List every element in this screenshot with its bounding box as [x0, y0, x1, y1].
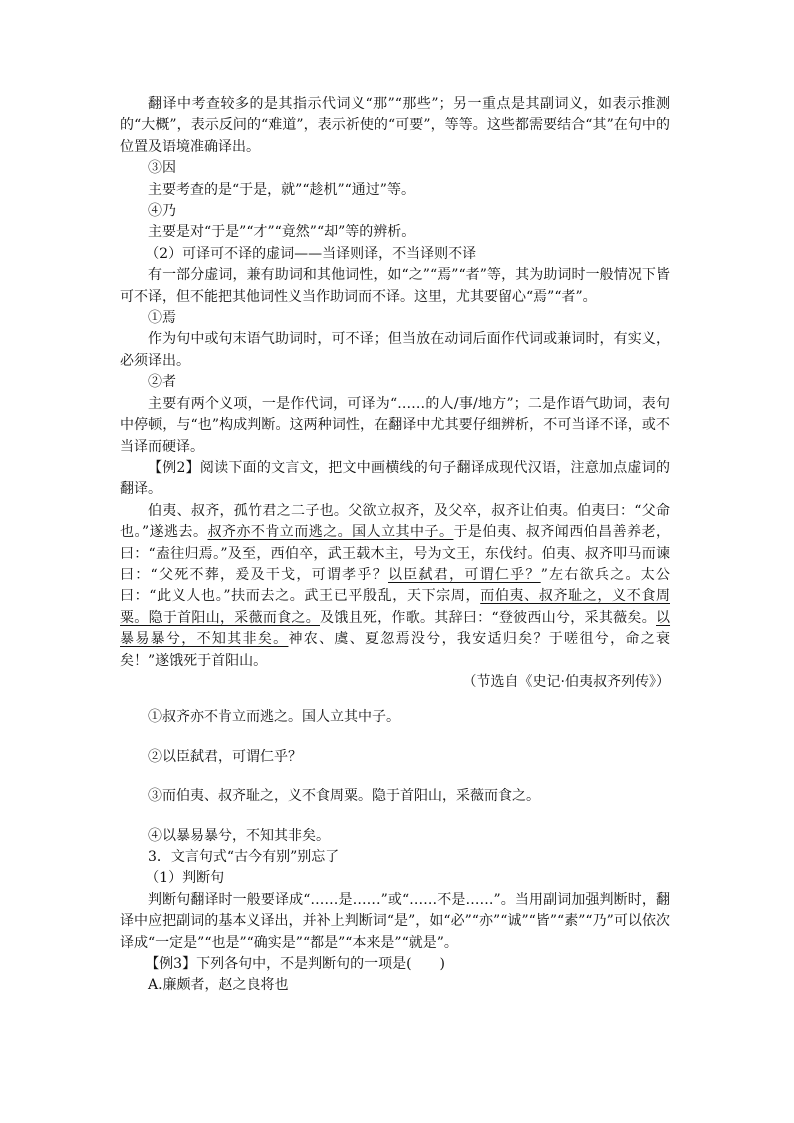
passage-text: 及饿且死，作歌。其辞曰：“登彼西山兮，采其薇矣。 — [320, 609, 657, 626]
section-3-title: 3．文言句式“古今有别”别忘了 — [148, 849, 340, 865]
item-nai-text: 主要是对“于是”“才”“竟然”“却”等的辨析。 — [148, 224, 416, 241]
subsection-2-title: （2）可译可不译的虚词——当译则译，不当译则不译 — [145, 245, 477, 262]
question-2: ②以臣弑君，可谓仁乎？ — [148, 748, 302, 765]
underlined-sentence-2: 以臣弑君，可谓仁乎？ — [388, 566, 541, 583]
item-nai-heading: ④乃 — [148, 203, 176, 220]
passage-source: （节选自《史记·伯夷叔齐列传》） — [462, 673, 670, 690]
item-yin-heading: ③因 — [148, 160, 176, 177]
passage-text: ”左右欲兵之。太公曰：“此义人也。”扶而去之。武王已平殷乱，天下宗周， — [120, 566, 670, 605]
item-yan-text: 作为句中或句末语气助词时，可不译；但当放在动词后面作代词或兼词时，有实义，必须译出。 — [120, 331, 670, 369]
example-2-prompt: 【例2】阅读下面的文言文，把文中画横线的句子翻译成现代汉语，注意加点虚词的翻译。 — [120, 459, 670, 498]
item-zhe-heading: ②者 — [148, 374, 176, 391]
passage-text: 于是伯夷、叔齐闻西伯昌善养老，曰：“盍往归焉。”及至，西伯卒，武王载木主，号为文王，东伐纣。伯夷、叔齐叩马而谏曰：“父死不葬，爰及干戈，可谓孝乎？ — [120, 524, 671, 583]
item-zhe-text: 主要有两个义项，一是作代词，可译为“……的人/事/地方”；二是作语气助词，表句中停顿，与“也”构成判断。这两种词性，在翻译中尤其要仔细辨析，不可当译不译，或不当译而硬译。 — [120, 395, 670, 455]
paragraph-qi-explanation: 翻译中考查较多的是其指示代词义“那”“那些”；另一重点是其副词义，如表示推测的“大概”，表示反问的“难道”，表示祈使的“可要”，等等。这些都需要结合“其”在句中的位置及语境准确译出。 — [120, 96, 670, 155]
classical-passage — [120, 501, 670, 672]
paragraph-judgment: 判断句翻译时一般要译成“……是……”或“……不是……”。当用副词加强判断时，翻译中应把副词的基本义译出，并补上判断词“是”，如“必”“亦”“诚”“皆”“素”“乃”可以依次译成“一定是”“也是”“确实是”“都是”“本来是”“就是”。 — [120, 891, 670, 951]
item-yan-heading: ①焉 — [148, 310, 176, 327]
question-1: ①叔齐亦不肯立而逃之。国人立其中子。 — [148, 709, 400, 726]
question-3: ③而伯夷、叔齐耻之，义不食周粟。隐于首阳山，采薇而食之。 — [148, 788, 540, 805]
underlined-sentence-4: 以暴易暴兮，不知其非矣。 — [120, 609, 671, 648]
passage-text: 伯夷、叔齐，孤竹君之二子也。父欲立叔齐，及父卒，叔齐让伯夷。伯夷曰：“父命也。”遂逃去。 — [120, 502, 670, 541]
underlined-sentence-1: 叔齐亦不肯立而逃之。国人立其中子。 — [207, 524, 454, 541]
example-3-prompt: 【例3】下列各句中，不是判断句的一项是( ) — [145, 956, 446, 973]
question-4: ④以暴易暴兮，不知其非矣。 — [148, 827, 330, 844]
paragraph-particles: 有一部分虚词，兼有助词和其他词性，如“之”“焉”“者”等，其为助词时一般情况下皆可不译，但不能把其他词性义当作助词而不译。这里，尤其要留心“焉”“者”。 — [120, 267, 670, 305]
item-yin-text: 主要考查的是“于是，就”“趁机”“通过”等。 — [148, 181, 415, 198]
passage-text: 神农、虞、夏忽焉没兮，我安适归矣？于嗟徂兮，命之衰矣！”遂饿死于首阳山。 — [120, 631, 671, 669]
option-a: A.廉颇者，赵之良将也 — [148, 977, 289, 994]
underlined-sentence-3: 而伯夷、叔齐耻之，义不食周粟。隐于首阳山，采薇而食之。 — [120, 588, 670, 626]
subsection-judgment-title: （1）判断句 — [145, 870, 225, 887]
